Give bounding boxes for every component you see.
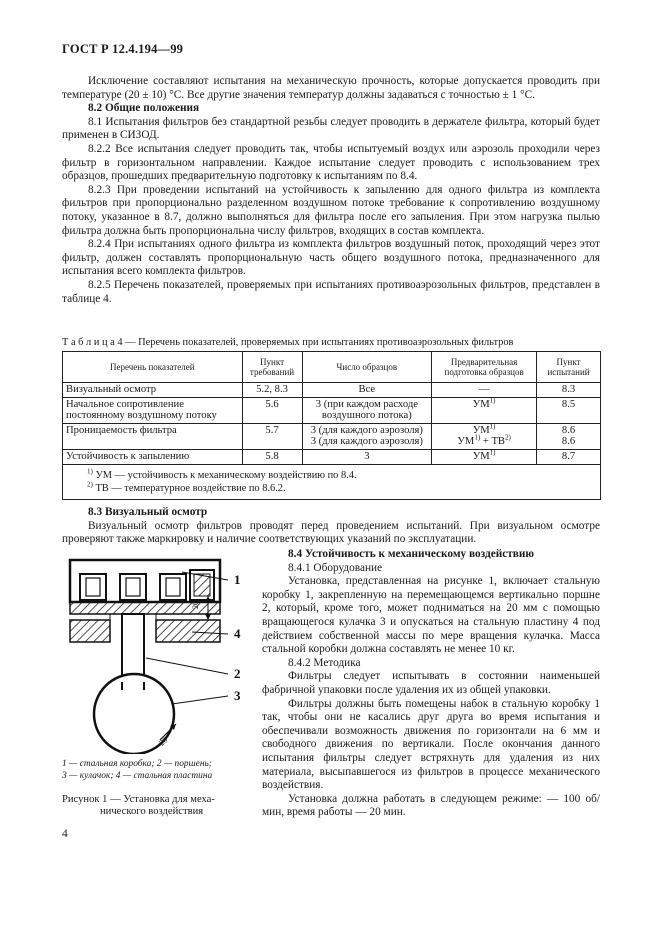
figure-label-4: 4 [234, 626, 241, 641]
table-note-text: ТВ — температурное воздействие по 8.6.2. [92, 482, 286, 494]
figure-caption [62, 794, 242, 819]
figure-legend-line: 1 — стальная коробка; 2 — поршень; [62, 759, 212, 769]
footnote-mark: 1) [489, 448, 496, 457]
table-4 [62, 351, 601, 500]
table-cell [537, 423, 601, 449]
table-cell-text: УМ [457, 436, 475, 448]
table-cell: 5.2, 8.3 [242, 383, 302, 398]
table-row [63, 423, 601, 449]
paragraph-8-2-2: 8.2.2 Все испытания следует проводить так, чтобы испытуемый воздух или аэрозоль проходили через фильтр в горизонтальном направлении. Каждое испытание следует проводить с использованием трех образцов, прошедших предварительную подготовку к испытаниям по 8.4. [62, 142, 600, 183]
table-cell-text: УМ [472, 450, 490, 462]
figure-label-2: 2 [234, 666, 241, 681]
steel-plate-right [156, 620, 220, 642]
figure-1-diagram [62, 554, 262, 754]
table-cell-text: УМ [472, 424, 490, 436]
figure-caption-line: Рисунок 1 — Установка для меха- [62, 794, 215, 805]
table-cell: 3 (при каждом расходе воздушного потока) [302, 397, 432, 423]
paragraph-8-4-2c: Установка должна работать в следующем режиме: — 100 об/мин, время работы — 20 мин. [262, 792, 600, 819]
paragraph-8-4-2b: Фильтры должны быть помещены набок в стальную коробку 1 так, чтобы они не касались друг друга во время испытания и обеспечивали возможность движения по горизонтали на 6 мм и свободного движения по вертикали. После окончания данного испытания фильтры следует встряхнуть для удаления из них материала, высыпавшегося из фильтров в процессе механического воздействия. [262, 697, 600, 792]
table-cell: Все [302, 383, 432, 398]
heading-8-4-2: 8.4.2 Методика [288, 656, 361, 669]
table-cell-line [435, 422, 533, 437]
page-number: 4 [62, 828, 68, 840]
leader-line [146, 658, 228, 674]
document-header: ГОСТ Р 12.4.194—99 [62, 42, 184, 56]
table-row [63, 397, 601, 423]
footnote-mark: 2) [87, 480, 93, 489]
section-8-3-text [62, 506, 600, 547]
section-8-2-text [62, 75, 600, 306]
table-note [87, 482, 586, 495]
paragraph-8-3: Визуальный осмотр фильтров проводят перед проведением испытаний. При визуальном осмотре проверяют также маркировку и наличие соответствующих указаний по эксплуатации. [62, 519, 600, 546]
table-header: Предварительная подготовка образцов [432, 352, 537, 383]
table-cell: 8.7 [537, 449, 601, 464]
footnote-mark: 1) [489, 396, 496, 405]
table-notes [63, 464, 601, 499]
table-header-row [63, 352, 601, 383]
table-row [63, 449, 601, 464]
paragraph-8-4-2a: Фильтры следует испытывать в состоянии наименьшей фабричной упаковки после удаления их из общей упаковки. [262, 670, 600, 696]
table-cell [432, 423, 537, 449]
table-header: Число образцов [302, 352, 432, 383]
table-cell-text: + ТВ [480, 436, 505, 448]
steel-plate-left [70, 620, 110, 642]
table-cell [63, 423, 243, 449]
table-cell: 3 [302, 449, 432, 464]
table-cell-text: УМ [472, 398, 490, 410]
section-8-4-text [262, 548, 600, 820]
table-cell: Устойчивость к запылению [63, 449, 243, 464]
table-cell: 8.5 [537, 397, 601, 423]
heading-8-2: 8.2 Общие положения [88, 102, 200, 115]
table-header: Перечень показателей [63, 352, 243, 383]
table-cell-line: 3 (для каждого аэрозоля) [310, 436, 423, 448]
table-cell [302, 423, 432, 449]
table-cell: 8.3 [537, 383, 601, 398]
table-header: Пункт требований [242, 352, 302, 383]
table-cell-line [435, 433, 533, 448]
paragraph-8-2-4: 8.2.4 При испытаниях одного фильтра из комплекта фильтров воздушный поток, проходящий через этот фильтр, должен составлять пропорциональную часть общего воздушного потока, предназначенного для испытания всего комплекта фильтров. [62, 238, 600, 278]
table-note [87, 469, 586, 482]
figure-legend [62, 759, 252, 782]
dimension-label: 20 [191, 601, 200, 609]
table-row [63, 383, 601, 398]
table-cell-line: 3 (для каждого аэрозоля) [310, 424, 423, 436]
paragraph-8-4-1: Установка, представленная на рисунке 1, включает стальную коробку 1, закрепленную на перемещающемся вертикально поршне 2, который, кроме того, может подниматься на 20 мм с помощью вращающегося кулачка 3 и опускаться на стальную пластину 4 под действием собственной массы по мере вращения кулачка. Масса стальной коробки должна составлять не менее 10 кг. [262, 575, 600, 656]
footnote-mark: 2) [504, 433, 511, 442]
figure-legend-line: 3 — кулачок; 4 — стальная пластина [62, 770, 213, 781]
table-cell: Начальное сопротивление постоянному воздушному потоку [63, 397, 243, 423]
table-header: Пункт испытаний [537, 352, 601, 383]
figure-label-3: 3 [234, 688, 241, 703]
table-cell [432, 397, 537, 423]
heading-8-4: 8.4 Устойчивость к механическому воздействию [288, 548, 535, 560]
table-cell: 5.8 [242, 449, 302, 464]
figure-caption-line: нического воздействия [100, 806, 204, 818]
table-cell [432, 383, 537, 398]
heading-8-3: 8.3 Визуальный осмотр [88, 506, 208, 518]
figure-label-1: 1 [234, 572, 241, 587]
paragraph-8-2-5: 8.2.5 Перечень показателей, проверяемых при испытаниях противоаэрозольных фильтров, представлен в таблице 4. [62, 278, 600, 305]
table-note-text: УМ — устойчивость к механическому воздействию по 8.4. [92, 469, 357, 481]
leader-line [172, 696, 228, 704]
table-cell-text: Проницаемость фильтра [66, 424, 177, 436]
table-cell-text: — [478, 384, 490, 395]
table-cell [432, 449, 537, 464]
steel-box [70, 560, 220, 602]
rotation-label: 20 [157, 735, 170, 748]
paragraph-8-2-3: 8.2.3 При проведении испытаний на устойчивость к запылению для одного фильтра из комплекта фильтров при пропорционально разделенном воздушном потоке требование к сопротивлению воздушному потоку, указанное в 8.7, должно выполняться для фильтра после его запыления. При этом нагрузка пылью фильтра должна быть пропорциональна числу фильтров, входящих в состав комплекта. [62, 183, 600, 237]
heading-8-4-1: 8.4.1 Оборудование [288, 561, 383, 574]
table-cell: 5.7 [242, 423, 302, 449]
footnote-mark: 1) [87, 467, 93, 476]
paragraph-8-1: 8.1 Испытания фильтров без стандартной резьбы следует проводить в держателе фильтра, который будет применен в СИЗОД. [62, 115, 600, 142]
paragraph-exception: Исключение составляют испытания на механическую прочность, которые допускается проводить при температуре (20 ± 10) °С. Все другие значения температур должны задаваться с точностью ± 1 °С. [62, 75, 600, 101]
table-cell-line: 8.6 [561, 436, 576, 448]
table-caption: Т а б л и ц а 4 — Перечень показателей, проверяемых при испытаниях противоаэрозольных фильтров [62, 337, 514, 348]
table-notes-row [63, 464, 601, 499]
table-cell: Визуальный осмотр [63, 383, 243, 398]
table-cell: 5.6 [242, 397, 302, 423]
table-cell-line: 8.6 [561, 424, 576, 436]
footnote-mark: 1) [489, 422, 496, 431]
footnote-mark: 1) [474, 433, 481, 442]
